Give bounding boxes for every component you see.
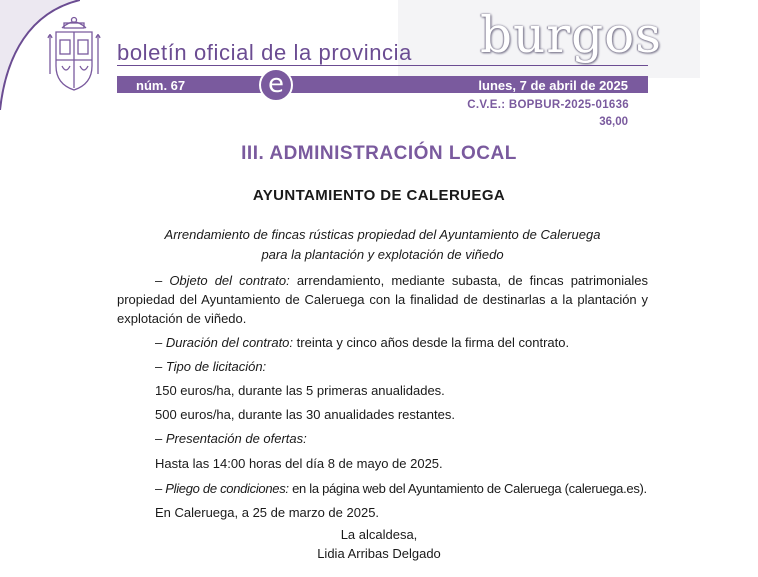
pliego-label: Pliego de condiciones: <box>165 481 289 496</box>
tipo-line-1: 150 euros/ha, durante las 5 primeras anualidades. <box>155 383 445 398</box>
burgos-wordmark: burgos <box>480 6 662 64</box>
objeto-paragraph: – Objeto del contrato: arrendamiento, mediante subasta, de fincas patrimoniales propiedad del Ayuntamiento de Caleruega con la finalidad de destinarlas a la plantación y explotación de viñedo. <box>117 273 649 326</box>
header-rule <box>117 65 648 66</box>
duracion-paragraph: – Duración del contrato: treinta y cinco años desde la firma del contrato. <box>155 335 570 350</box>
entity-title: AYUNTAMIENTO DE CALERUEGA <box>252 187 506 204</box>
issue-date: lunes, 7 de abril de 2025 <box>478 78 628 93</box>
signature-name: Lidia Arribas Delgado <box>317 546 441 561</box>
tipo-line-2: 500 euros/ha, durante las 30 anualidades restantes. <box>155 407 455 422</box>
tipo-label: Tipo de licitación: <box>165 359 267 374</box>
subject-line-1: Arrendamiento de fincas rústicas propiedad del Ayuntamiento de Caleruega <box>164 227 601 242</box>
tipo-label-line: – Tipo de licitación: <box>155 359 267 374</box>
ofertas-label-line: – Presentación de ofertas: <box>155 431 307 446</box>
pliego-paragraph: – Pliego de condiciones: en la página web del Ayuntamiento de Caleruega (caleruega.es). <box>155 481 647 496</box>
ofertas-label: Presentación de ofertas: <box>165 431 307 446</box>
e-logo-icon: e <box>259 68 293 102</box>
duracion-label: Duración del contrato: <box>165 335 294 350</box>
price-value: 36,00 <box>599 116 628 128</box>
objeto-label: Objeto del contrato: <box>169 273 290 288</box>
coat-of-arms-icon <box>46 14 102 94</box>
pliego-text: en la página web del Ayuntamiento de Caleruega (caleruega.es). <box>292 481 647 496</box>
subject-line-2: para la plantación y explotación de viñedo <box>261 247 504 262</box>
cve-code: C.V.E.: BOPBUR-2025-01636 <box>467 99 629 111</box>
bulletin-title: boletín oficial de la provincia <box>117 40 412 65</box>
issue-number: núm. 67 <box>136 78 186 93</box>
section-title: III. ADMINISTRACIÓN LOCAL <box>241 143 517 164</box>
place-date-line: En Caleruega, a 25 de marzo de 2025. <box>155 505 380 520</box>
objeto-text: arrendamiento, mediante subasta, de fincas patrimoniales propiedad del Ayuntamiento de Caleruega con la finalidad de destinarlas a la plantación y explotación de viñedo. <box>117 273 649 326</box>
ofertas-text-line: Hasta las 14:00 horas del día 8 de mayo de 2025. <box>155 456 443 471</box>
announcement-subject <box>117 225 648 265</box>
duracion-text: treinta y cinco años desde la firma del contrato. <box>296 335 570 350</box>
signature-role: La alcaldesa, <box>340 527 418 542</box>
